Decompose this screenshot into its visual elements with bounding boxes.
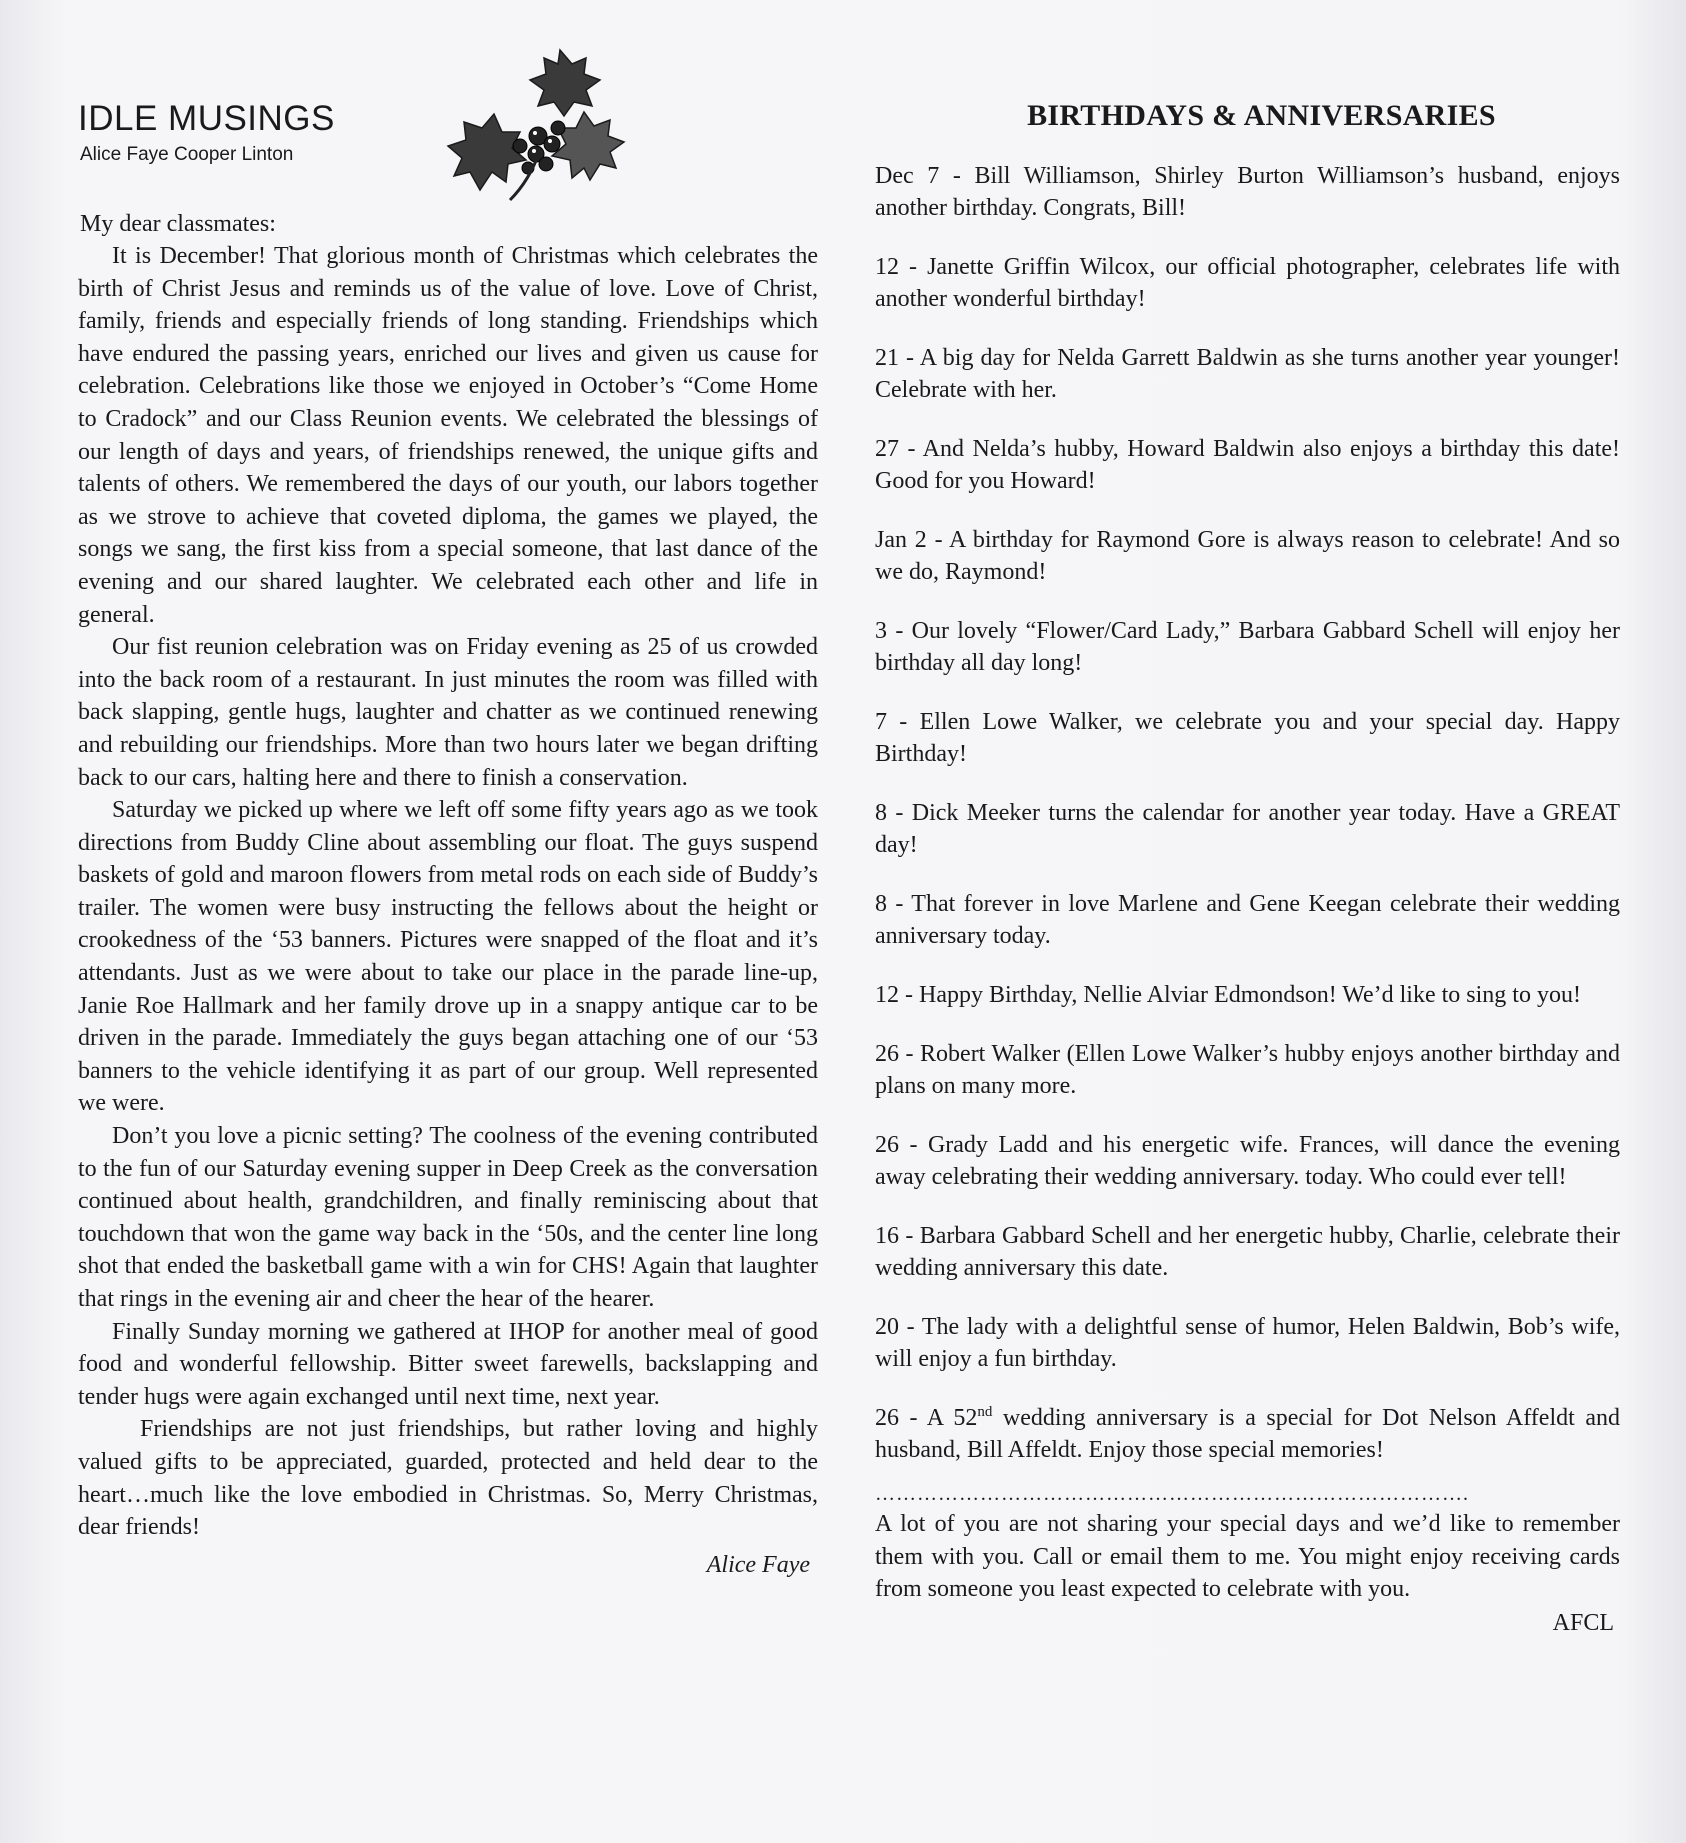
- list-item: 7 - Ellen Lowe Walker, we celebrate you and your special day. Happy Birthday!: [875, 709, 1620, 767]
- list-item: 12 - Janette Griffin Wilcox, our official photographer, celebrates life with another wonderful birthday!: [875, 254, 1620, 312]
- list-item: 3 - Our lovely “Flower/Card Lady,” Barbara Gabbard Schell will enjoy her birthday all day long!: [875, 618, 1620, 676]
- holly-icon: [440, 40, 640, 220]
- list-item: Jan 2 - A birthday for Raymond Gore is always reason to celebrate! And so we do, Raymond!: [875, 527, 1620, 585]
- paragraph: Our fist reunion celebration was on Friday evening as 25 of us crowded into the back room of a restaurant. In just minutes the room was filled with back slapping, gentle hugs, laughter and chatter as we continued renewing and rebuilding our friendships. More than two hours later we began drifting back to our cars, halting here and there to finish a conservation.: [78, 634, 818, 791]
- list-item: 8 - That forever in love Marlene and Gene Keegan celebrate their wedding anniversary today.: [875, 891, 1620, 949]
- greeting: My dear classmates:: [80, 211, 276, 237]
- entry-text: 26 - A 52: [875, 1405, 978, 1431]
- column-title: IDLE MUSINGS: [78, 99, 335, 138]
- list-item: 16 - Barbara Gabbard Schell and her energetic hubby, Charlie, celebrate their wedding anniversary this date.: [875, 1223, 1620, 1281]
- author-byline: Alice Faye Cooper Linton: [80, 144, 294, 165]
- entry-text: wedding anniversary is a special for Dot Nelson Affeldt and husband, Bill Affeldt. Enjoy those special memories!: [875, 1405, 1620, 1463]
- author-initials: AFCL: [1552, 1609, 1614, 1636]
- list-item: 27 - And Nelda’s hubby, Howard Baldwin also enjoys a birthday this date! Good for you Howard!: [875, 436, 1620, 494]
- dotted-divider: ………………………………………………………………………….: [875, 1483, 1469, 1505]
- paragraph: Friendships are not just friendships, but rather loving and highly valued gifts to be appreciated, guarded, protected and held dear to the heart…much like the love embodied in Christmas. So, Merry Christmas, dear friends!: [78, 1416, 818, 1541]
- signature: Alice Faye: [706, 1551, 810, 1578]
- paragraph: Don’t you love a picnic setting? The coolness of the evening contributed to the fun of our Saturday evening supper in Deep Creek as the conversation continued about health, grandchildren, and finally reminiscing about that touchdown that won the game way back in the ‘50s, and the center line long shot that ended the basketball game with a win for CHS! Again that laughter that rings in the evening air and cheer the hear of the hearer.: [78, 1123, 818, 1312]
- list-item: 20 - The lady with a delightful sense of humor, Helen Baldwin, Bob’s wife, will enjoy a fun birthday.: [875, 1314, 1620, 1372]
- list-item: 8 - Dick Meeker turns the calendar for another year today. Have a GREAT day!: [875, 800, 1620, 858]
- paragraph: It is December! That glorious month of Christmas which celebrates the birth of Christ Jesus and reminds us of the value of love. Love of Christ, family, friends and especially friends of long standing. Friendships which have endured the passing years, enriched our lives and given us cause for celebration. Celebrations like those we enjoyed in October’s “Come Home to Cradock” and our Class Reunion events. We celebrated the blessings of our length of days and years, of friendships renewed, the unique gifts and talents of others. We remembered the days of our youth, our labors together as we strove to achieve that coveted diploma, the games we played, the songs we sang, the first kiss from a special someone, that last dance of the evening and our shared laughter. We celebrated each other and life in general.: [78, 243, 818, 628]
- list-item: [875, 1402, 1620, 1466]
- list-item: 26 - Grady Ladd and his energetic wife. Frances, will dance the evening away celebrating their wedding anniversary. today. Who could ever tell!: [875, 1132, 1620, 1190]
- paragraph: Saturday we picked up where we left off some fifty years ago as we took directions from Buddy Cline about assembling our float. The guys suspend baskets of gold and maroon flowers from metal rods on each side of Buddy’s trailer. The women were busy instructing the fellows about the height or crookedness of the ‘53 banners. Pictures were snapped of the float and it’s attendants. Just as we were about to take our place in the parade line-up, Janie Roe Hallmark and her family drove up in a snappy antique car to be driven in the parade. Immediately the guys began attaching one of our ‘53 banners to the vehicle identifying it as part of our group. Well represented we were.: [78, 797, 818, 1117]
- entry-list: [875, 160, 1620, 1466]
- column-title: BIRTHDAYS & ANNIVERSARIES: [1027, 99, 1496, 132]
- idle-musings-column: [78, 98, 818, 1579]
- closing-note: A lot of you are not sharing your special days and we’d like to remember them with you. Call or email them to me. You might enjoy receiving cards from someone you least expected to celebrate with you.: [875, 1511, 1620, 1602]
- list-item: 26 - Robert Walker (Ellen Lowe Walker’s hubby enjoys another birthday and plans on many more.: [875, 1041, 1620, 1099]
- list-item: 12 - Happy Birthday, Nellie Alviar Edmondson! We’d like to sing to you!: [875, 982, 1581, 1008]
- list-item: Dec 7 - Bill Williamson, Shirley Burton Williamson’s husband, enjoys another birthday. Congrats, Bill!: [875, 163, 1620, 221]
- list-item: 21 - A big day for Nelda Garrett Baldwin as she turns another year younger! Celebrate with her.: [875, 345, 1620, 403]
- ordinal-suffix: nd: [977, 1404, 993, 1420]
- birthdays-column: [875, 98, 1620, 1637]
- paragraph: Finally Sunday morning we gathered at IHOP for another meal of good food and wonderful fellowship. Bitter sweet farewells, backslapping and tender hugs were again exchanged until next time, next year.: [78, 1318, 818, 1410]
